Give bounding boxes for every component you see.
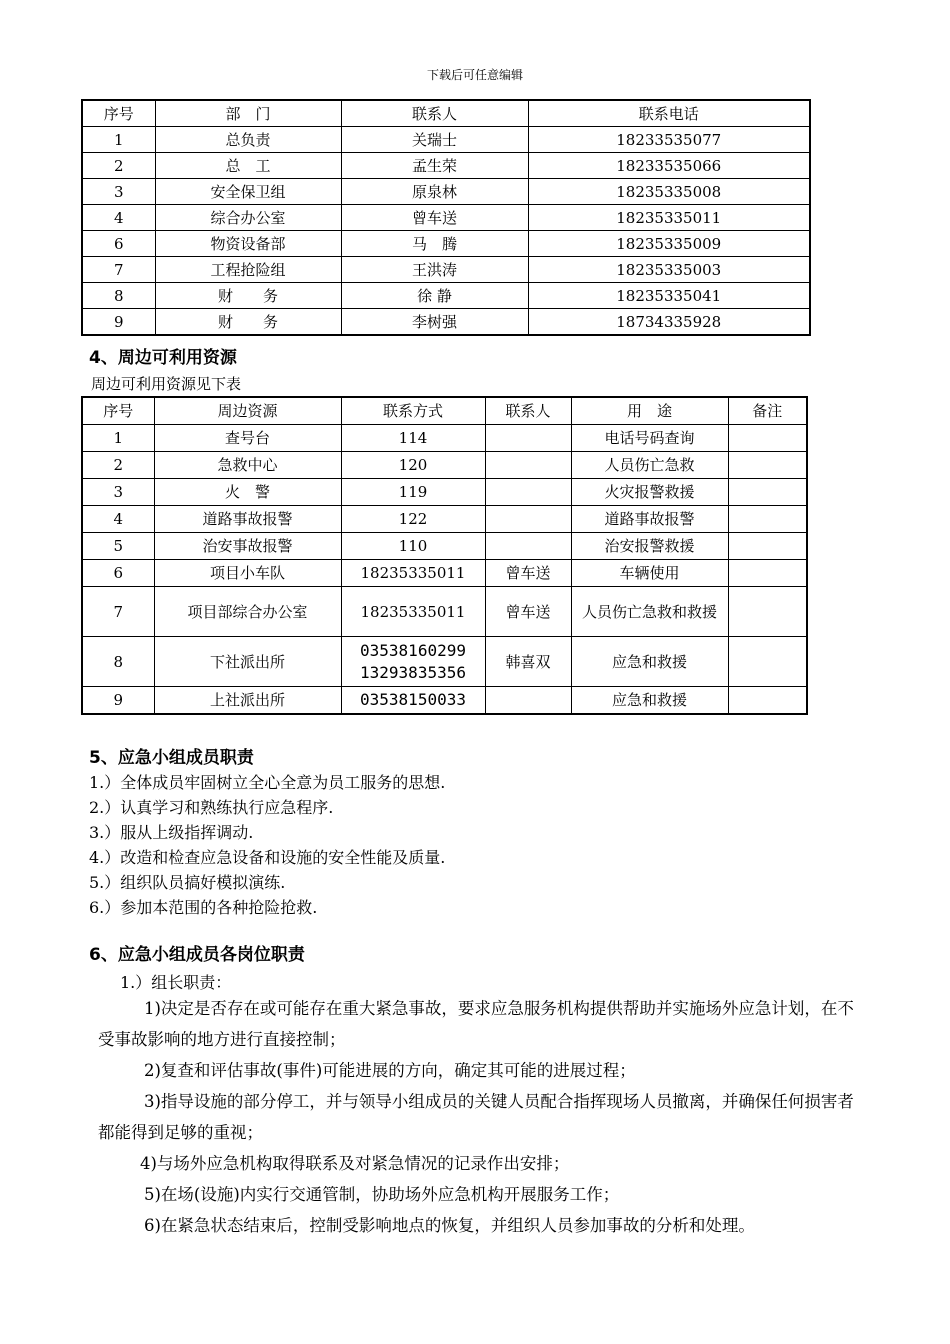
table-cell: 应急和救援 bbox=[571, 637, 728, 687]
table-cell: 6 bbox=[82, 560, 154, 587]
table-row bbox=[82, 425, 807, 452]
table-cell: 道路事故报警 bbox=[154, 506, 341, 533]
table-cell bbox=[728, 452, 807, 479]
header-cell: 用 途 bbox=[571, 397, 728, 425]
table-cell: 工程抢险组 bbox=[155, 257, 341, 283]
table-row bbox=[82, 283, 810, 309]
table-cell: 李树强 bbox=[341, 309, 528, 336]
table-cell: 1 bbox=[82, 425, 154, 452]
duty-paragraph: 3)指导设施的部分停工，并与领导小组成员的关键人员配合指挥现场人员撤离，并确保任何损害者都能得到足够的重视； bbox=[98, 1092, 854, 1142]
table-cell: 18233535066 bbox=[528, 153, 810, 179]
table-cell: 综合办公室 bbox=[155, 205, 341, 231]
table-cell: 18235335011 bbox=[341, 587, 485, 637]
table-row bbox=[82, 533, 807, 560]
table-cell: 18235335011 bbox=[341, 560, 485, 587]
list-item: 1.）全体成员牢固树立全心全意为员工服务的思想. bbox=[89, 773, 446, 792]
table-cell: 18235335008 bbox=[528, 179, 810, 205]
table-cell: 03538150033 bbox=[341, 687, 485, 715]
table-cell bbox=[728, 506, 807, 533]
duty-paragraph: 4)与场外应急机构取得联系及对紧急情况的记录作出安排； bbox=[140, 1154, 570, 1173]
table-cell: 3 bbox=[82, 479, 154, 506]
table-cell: 7 bbox=[82, 587, 154, 637]
table-cell bbox=[728, 533, 807, 560]
table-cell bbox=[341, 637, 485, 687]
table-cell: 4 bbox=[82, 205, 155, 231]
table-header-row bbox=[82, 100, 810, 127]
table-cell: 治安报警救援 bbox=[571, 533, 728, 560]
header-cell: 联系人 bbox=[485, 397, 571, 425]
table-cell: 治安事故报警 bbox=[154, 533, 341, 560]
table-cell: 马 腾 bbox=[341, 231, 528, 257]
header-cell: 部 门 bbox=[155, 100, 341, 127]
table-row bbox=[82, 309, 810, 336]
list-item: 5.）组织队员搞好模拟演练. bbox=[89, 873, 286, 892]
table-cell: 18734335928 bbox=[528, 309, 810, 336]
table-cell: 项目部综合办公室 bbox=[154, 587, 341, 637]
table-cell: 总 工 bbox=[155, 153, 341, 179]
table-cell: 总负责 bbox=[155, 127, 341, 153]
table-row bbox=[82, 179, 810, 205]
table-cell: 上社派出所 bbox=[154, 687, 341, 715]
table-row bbox=[82, 637, 807, 687]
table-cell: 原泉林 bbox=[341, 179, 528, 205]
table-cell bbox=[485, 506, 571, 533]
contacts-table bbox=[81, 99, 811, 336]
table-cell: 8 bbox=[82, 283, 155, 309]
header-cell: 联系电话 bbox=[528, 100, 810, 127]
table-cell: 1 bbox=[82, 127, 155, 153]
header-cell: 备注 bbox=[728, 397, 807, 425]
table-cell: 道路事故报警 bbox=[571, 506, 728, 533]
table-cell bbox=[485, 452, 571, 479]
table-cell: 6 bbox=[82, 231, 155, 257]
table-cell: 安全保卫组 bbox=[155, 179, 341, 205]
table-cell: 火 警 bbox=[154, 479, 341, 506]
table-row bbox=[82, 452, 807, 479]
list-item: 4.）改造和检查应急设备和设施的安全性能及质量. bbox=[89, 848, 446, 867]
header-cell: 周边资源 bbox=[154, 397, 341, 425]
table-cell: 18233535077 bbox=[528, 127, 810, 153]
table-cell: 车辆使用 bbox=[571, 560, 728, 587]
header-cell: 联系人 bbox=[341, 100, 528, 127]
list-item: 3.）服从上级指挥调动. bbox=[89, 823, 254, 842]
phone-number: 03538160299 bbox=[360, 640, 466, 660]
resources-table bbox=[81, 396, 808, 715]
list-item: 6.）参加本范围的各种抢险抢救. bbox=[89, 898, 318, 917]
table-cell: 物资设备部 bbox=[155, 231, 341, 257]
table-row bbox=[82, 587, 807, 637]
table-cell bbox=[728, 637, 807, 687]
table-cell: 急救中心 bbox=[154, 452, 341, 479]
table-cell: 王洪涛 bbox=[341, 257, 528, 283]
duty-paragraph: 6)在紧急状态结束后，控制受影响地点的恢复，并组织人员参加事故的分析和处理。 bbox=[144, 1216, 755, 1235]
table-cell: 人员伤亡急救和救援 bbox=[571, 587, 728, 637]
phone-number: 13293835356 bbox=[360, 662, 466, 682]
table-cell: 122 bbox=[341, 506, 485, 533]
table-cell: 3 bbox=[82, 179, 155, 205]
section-4-heading: 4、周边可利用资源 bbox=[89, 348, 237, 368]
table-cell: 人员伤亡急救 bbox=[571, 452, 728, 479]
list-item: 2.）认真学习和熟练执行应急程序. bbox=[89, 798, 334, 817]
table-cell: 18235335009 bbox=[528, 231, 810, 257]
table-row bbox=[82, 231, 810, 257]
table-cell: 孟生荣 bbox=[341, 153, 528, 179]
table-cell bbox=[728, 687, 807, 715]
table-cell: 曾车送 bbox=[485, 587, 571, 637]
table-cell bbox=[728, 425, 807, 452]
table-cell bbox=[728, 560, 807, 587]
duty-paragraph: 1)决定是否存在或可能存在重大紧急事故，要求应急服务机构提供帮助并实施场外应急计划，在不受事故影响的地方进行直接控制； bbox=[98, 999, 854, 1049]
table-cell: 18235335003 bbox=[528, 257, 810, 283]
duty-paragraph: 2)复查和评估事故(事件)可能进展的方向，确定其可能的进展过程； bbox=[144, 1061, 636, 1080]
table-cell: 114 bbox=[341, 425, 485, 452]
table-row bbox=[82, 506, 807, 533]
table-cell: 120 bbox=[341, 452, 485, 479]
table-row bbox=[82, 560, 807, 587]
table-cell: 曾车送 bbox=[485, 560, 571, 587]
table-cell: 徐 静 bbox=[341, 283, 528, 309]
table-cell: 4 bbox=[82, 506, 154, 533]
table-cell: 项目小车队 bbox=[154, 560, 341, 587]
table-cell: 7 bbox=[82, 257, 155, 283]
table-cell: 财 务 bbox=[155, 309, 341, 336]
table-row bbox=[82, 127, 810, 153]
table-cell: 2 bbox=[82, 452, 154, 479]
header-cell: 序号 bbox=[82, 100, 155, 127]
table-row bbox=[82, 687, 807, 715]
section-6-heading: 6、应急小组成员各岗位职责 bbox=[89, 945, 305, 965]
sub-heading: 1.）组长职责： bbox=[120, 973, 232, 992]
table-cell: 查号台 bbox=[154, 425, 341, 452]
table-cell: 火灾报警救援 bbox=[571, 479, 728, 506]
table-row bbox=[82, 153, 810, 179]
table-cell: 9 bbox=[82, 687, 154, 715]
table-cell: 关瑞士 bbox=[341, 127, 528, 153]
table-cell: 18235335011 bbox=[528, 205, 810, 231]
table-cell: 韩喜双 bbox=[485, 637, 571, 687]
table-cell bbox=[485, 533, 571, 560]
table-cell: 8 bbox=[82, 637, 154, 687]
table-cell bbox=[485, 687, 571, 715]
table-cell: 下社派出所 bbox=[154, 637, 341, 687]
table-cell: 18235335041 bbox=[528, 283, 810, 309]
table-cell bbox=[728, 479, 807, 506]
table-cell bbox=[485, 479, 571, 506]
table-cell: 电话号码查询 bbox=[571, 425, 728, 452]
duty-paragraph: 5)在场(设施)内实行交通管制，协助场外应急机构开展服务工作； bbox=[144, 1185, 620, 1204]
table-cell: 曾车送 bbox=[341, 205, 528, 231]
table-row bbox=[82, 257, 810, 283]
table-cell: 5 bbox=[82, 533, 154, 560]
table-cell: 2 bbox=[82, 153, 155, 179]
header-cell: 联系方式 bbox=[341, 397, 485, 425]
header-note: 下载后可任意编辑 bbox=[426, 68, 523, 82]
table-cell: 财 务 bbox=[155, 283, 341, 309]
table-cell: 9 bbox=[82, 309, 155, 336]
header-cell: 序号 bbox=[82, 397, 154, 425]
table-cell: 应急和救援 bbox=[571, 687, 728, 715]
table-row bbox=[82, 205, 810, 231]
table-row bbox=[82, 479, 807, 506]
table-header-row bbox=[82, 397, 807, 425]
section-5-heading: 5、应急小组成员职责 bbox=[89, 748, 254, 768]
section-4-intro: 周边可利用资源见下表 bbox=[91, 375, 242, 393]
table-cell bbox=[485, 425, 571, 452]
table-cell: 110 bbox=[341, 533, 485, 560]
table-cell: 119 bbox=[341, 479, 485, 506]
table-cell bbox=[728, 587, 807, 637]
